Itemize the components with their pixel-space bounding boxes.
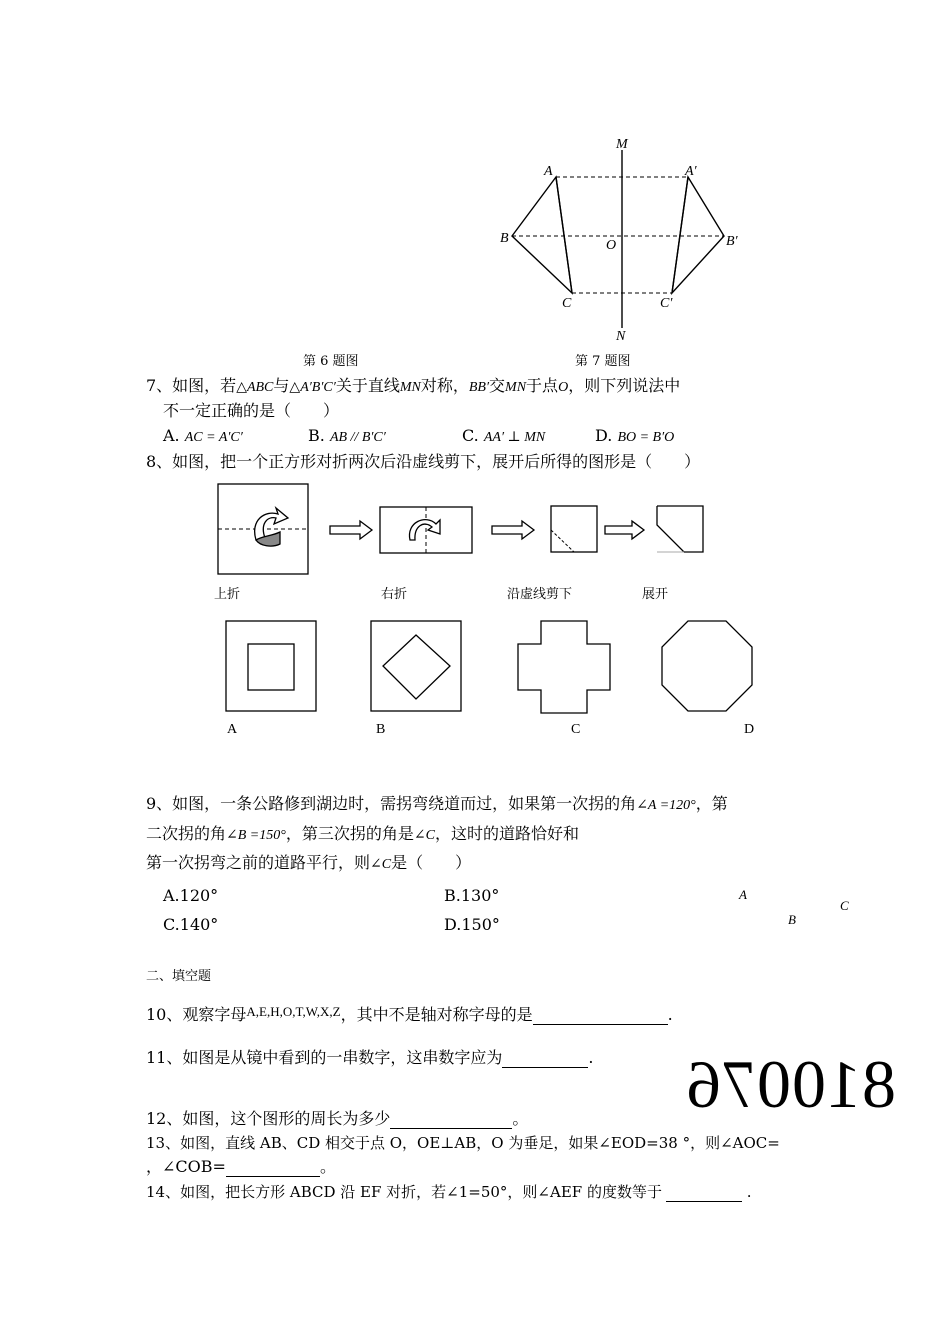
q8-option-d: D: [744, 722, 755, 737]
label-n: N: [616, 329, 626, 344]
q8-option-a: A: [227, 722, 238, 737]
q10-answer-blank: [533, 1008, 668, 1025]
option-a-shape: [226, 621, 316, 711]
q9-fig-label-c: C: [840, 898, 849, 913]
q13-line2: ，∠COB= 。: [146, 1157, 336, 1176]
q9-fig-label-a: A: [739, 887, 747, 902]
label-o: O: [606, 238, 617, 253]
q9-line3: 第一次拐弯之前的道路平行，则∠C是（ ）: [146, 853, 472, 872]
step-fold-up: 上折: [214, 587, 241, 602]
label-a: A: [544, 164, 553, 179]
q9-fig-label-b: B: [788, 912, 796, 927]
label-b: B: [500, 231, 509, 246]
q12-answer-blank: [390, 1112, 512, 1129]
label-m: M: [616, 137, 628, 152]
q8-option-c: C: [571, 722, 581, 737]
q9-option-a: A.120°: [163, 886, 219, 905]
step-cut: 沿虚线剪下: [507, 587, 573, 602]
fig7-caption: 第 7 题图: [575, 354, 631, 369]
q8-option-b: B: [376, 722, 386, 737]
q14-answer-blank: [666, 1185, 742, 1202]
q7-option-b: B. AB // B′C′: [308, 426, 386, 445]
triangle-abc: [512, 177, 572, 293]
option-d-shape: [662, 621, 752, 711]
q8-stem: 8、如图，把一个正方形对折两次后沿虚线剪下，展开后所得的图形是（ ）: [146, 452, 701, 471]
q9-line2: 二次拐的角∠B =150°，第三次拐的角是∠C，这时的道路恰好和: [146, 824, 579, 843]
q7-line1: 7、如图，若△ABC与△A′B′C′关于直线MN对称，BB′交MN于点O，则下列说法中: [146, 376, 681, 395]
section-heading: 二、填空题: [146, 969, 212, 984]
step-unfold: 展开: [642, 587, 669, 602]
q12: 12、如图，这个图形的周长为多少 。: [146, 1109, 529, 1128]
q7-option-a: A. AC = A′C′: [163, 426, 243, 445]
fig6-caption: 第 6 题图: [303, 354, 359, 369]
q7-option-c: C. AA′ ⊥ MN: [462, 426, 546, 445]
q14: 14、如图，把长方形 ABCD 沿 EF 对折，若∠1=50°，则∠AEF 的度数等于 .: [146, 1183, 752, 1201]
label-c: C: [562, 296, 572, 311]
q9-option-b: B.130°: [444, 886, 500, 905]
label-c-prime: C′: [660, 296, 673, 311]
label-a-prime: A′: [685, 164, 697, 179]
q13-answer-blank: [226, 1160, 320, 1177]
q9-option-c: C.140°: [163, 915, 219, 934]
step-fold-right: 右折: [381, 587, 408, 602]
option-c-shape: [518, 621, 610, 713]
label-b-prime: B′: [726, 234, 738, 249]
q7-option-d: D. BO = B′O: [595, 426, 675, 445]
q7-line2: 不一定正确的是（ ）: [163, 401, 340, 420]
q10: 10、观察字母$^{A,E,H,O,T,W,X,Z}$，其中不是轴对称字母的是 .: [146, 1004, 673, 1024]
q9-line1: 9、如图，一条公路修到湖边时，需拐弯绕道而过，如果第一次拐的角∠A =120°，第: [146, 794, 728, 813]
fold-steps-figure: [210, 480, 710, 580]
q9-option-d: D.150°: [444, 915, 500, 934]
mirror-digits: 810076: [686, 1046, 896, 1122]
figure-7: [490, 130, 750, 345]
q11-answer-blank: [502, 1051, 588, 1068]
q13-line1: 13、如图，直线 AB、CD 相交于点 O，OE⊥AB，O 为垂足，如果∠EOD=38 °，则∠AOC=: [146, 1134, 780, 1152]
q11: 11、如图是从镜中看到的一串数字，这串数字应为 .: [146, 1048, 594, 1067]
q8-options-figure: [220, 615, 760, 715]
